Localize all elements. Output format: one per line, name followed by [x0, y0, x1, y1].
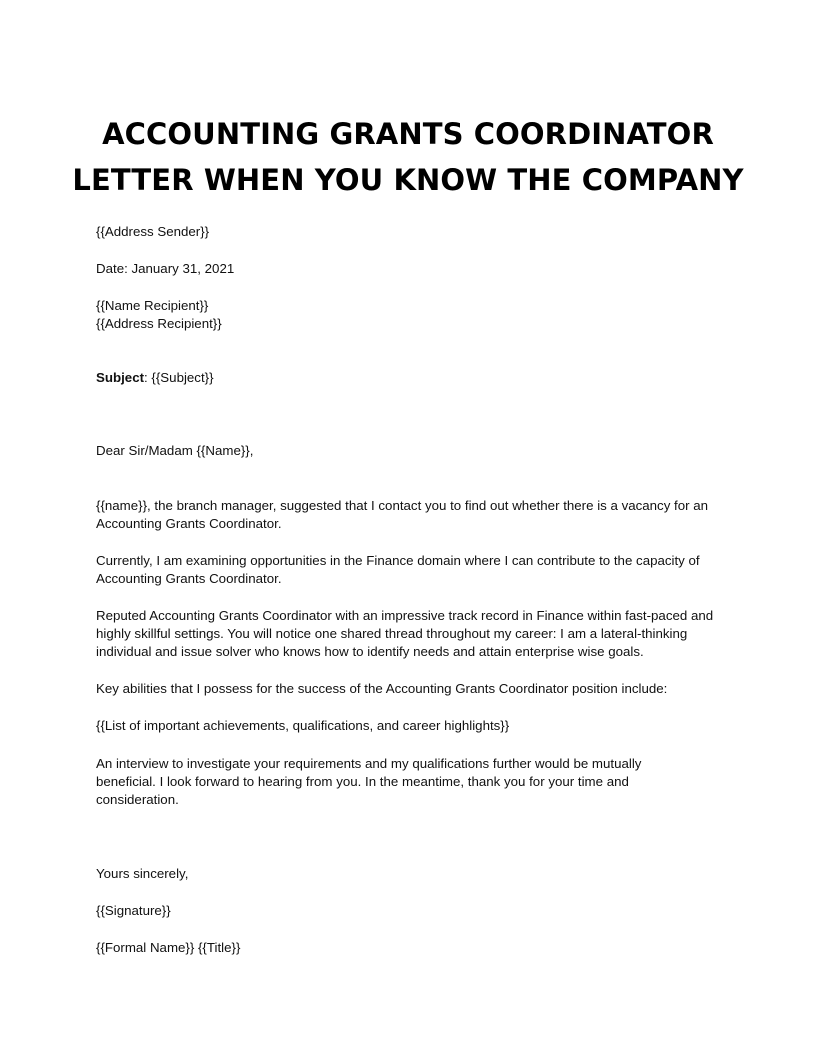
- address-recipient: {{Address Recipient}}: [96, 316, 222, 331]
- paragraph-1-line-1: {{name}}, the branch manager, suggested that I contact you to find out whether there is a vacancy for an: [96, 498, 709, 513]
- paragraph-2-line-1: Currently, I am examining opportunities in the Finance domain where I can contribute to the capacity of: [96, 553, 700, 568]
- name-recipient: {{Name Recipient}}: [96, 298, 209, 313]
- subject-label: Subject: [96, 370, 145, 385]
- paragraph-5: {{List of important achievements, qualifications, and career highlights}}: [96, 718, 510, 733]
- subject-line: [96, 369, 736, 387]
- subject-value: : {{Subject}}: [144, 370, 214, 385]
- paragraph-6-line-3: consideration.: [96, 792, 179, 807]
- closing: Yours sincerely,: [96, 866, 189, 881]
- paragraph-3-line-2: highly skillful settings. You will notice one shared thread throughout my career: I am a lateral-thinking: [96, 626, 688, 641]
- letter-date: Date: January 31, 2021: [96, 261, 235, 276]
- paragraph-6-line-2: beneficial. I look forward to hearing from you. In the meantime, thank you for your time and: [96, 774, 629, 789]
- signature: {{Signature}}: [96, 903, 171, 918]
- address-sender: {{Address Sender}}: [96, 224, 210, 239]
- paragraph-1-line-2: Accounting Grants Coordinator.: [96, 516, 282, 531]
- paragraph-6-line-1: An interview to investigate your requirements and my qualifications further would be mutually: [96, 756, 642, 771]
- paragraph-2-line-2: Accounting Grants Coordinator.: [96, 571, 282, 586]
- paragraph-4: Key abilities that I possess for the success of the Accounting Grants Coordinator position include:: [96, 681, 668, 696]
- paragraph-3-line-1: Reputed Accounting Grants Coordinator with an impressive track record in Finance within fast-paced and: [96, 608, 714, 623]
- salutation: Dear Sir/Madam {{Name}},: [96, 443, 254, 458]
- document-title-line-1: ACCOUNTING GRANTS COORDINATOR: [102, 117, 714, 151]
- document-title-line-2: LETTER WHEN YOU KNOW THE COMPANY: [72, 163, 744, 197]
- paragraph-3-line-3: individual and issue solver who knows how to identify needs and attain enterprise wise goals.: [96, 644, 644, 659]
- formal-name-title: {{Formal Name}} {{Title}}: [96, 940, 241, 955]
